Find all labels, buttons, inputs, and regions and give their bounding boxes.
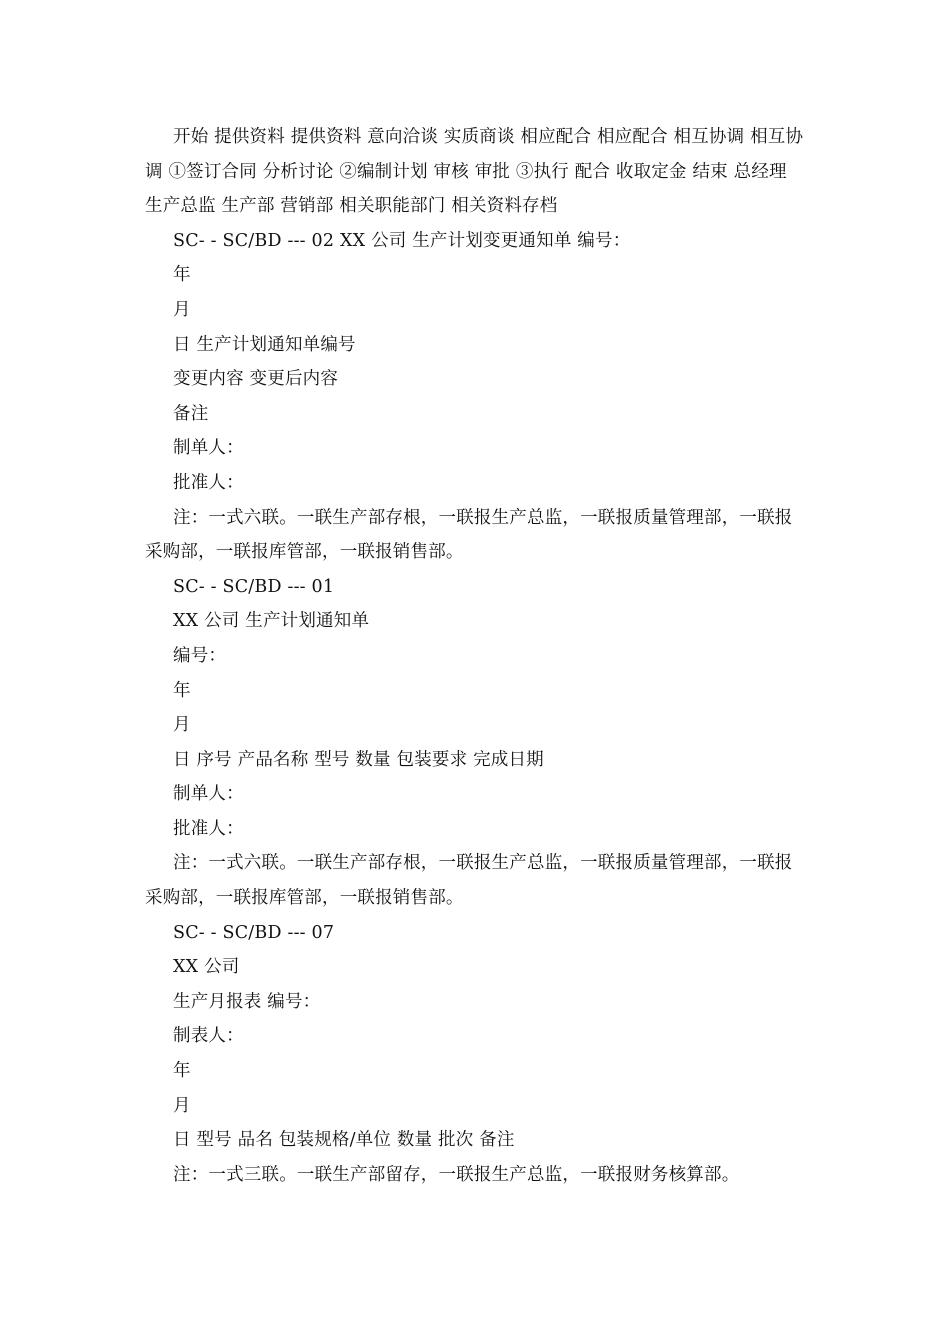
approver-label: 批准人： [173, 472, 244, 493]
remarks-label: 备注 [173, 403, 209, 424]
monthly-report-title: 生产月报表 编号： [173, 991, 321, 1012]
form-code-01: SC- - SC/BD --- 01 [173, 576, 335, 597]
number-label: 编号： [173, 645, 227, 666]
preparer-label: 制单人： [173, 784, 244, 805]
plan-table-headers: 日 序号 产品名称 型号 数量 包装要求 完成日期 [173, 749, 544, 770]
change-notice-header: SC- - SC/BD --- 02 XX 公司 生产计划变更通知单 编号： [173, 230, 631, 251]
date-month-label: 月 [173, 299, 191, 320]
flow-steps-paragraph: 开始 提供资料 提供资料 意向洽谈 实质商谈 相应配合 相应配合 相互协调 相互协调 ①签订合同 分析讨论 ②编制计划 审核 审批 ③执行 配合 收取定金 结束 总经理 生产总监 生产部 营销部 相关职能部门 相关资料存档 [145, 127, 804, 217]
date-year-label: 年 [173, 1061, 191, 1082]
change-content-labels: 变更内容 变更后内容 [173, 369, 339, 390]
date-day-and-notice-number-label: 日 生产计划通知单编号 [173, 334, 356, 355]
plan-notice-title: XX 公司 生产计划通知单 [173, 611, 370, 632]
date-year-label: 年 [173, 680, 191, 701]
company-name: XX 公司 [173, 957, 240, 978]
preparer-label: 制单人： [173, 438, 244, 459]
date-year-label: 年 [173, 265, 191, 286]
report-table-headers: 日 型号 品名 包装规格/单位 数量 批次 备注 [173, 1130, 515, 1151]
date-month-label: 月 [173, 1095, 191, 1116]
copies-note: 注：一式三联。一联生产部留存，一联报生产总监，一联报财务核算部。 [173, 1164, 740, 1185]
form-code-07: SC- - SC/BD --- 07 [173, 922, 335, 943]
document-body [145, 120, 810, 1192]
copies-note: 注：一式六联。一联生产部存根，一联报生产总监，一联报质量管理部，一联报采购部，一联报库管部，一联报销售部。 [145, 507, 793, 563]
date-month-label: 月 [173, 715, 191, 736]
copies-note: 注：一式六联。一联生产部存根，一联报生产总监，一联报质量管理部，一联报采购部，一联报库管部，一联报销售部。 [145, 853, 793, 909]
approver-label: 批准人： [173, 818, 244, 839]
report-preparer-label: 制表人： [173, 1026, 244, 1047]
